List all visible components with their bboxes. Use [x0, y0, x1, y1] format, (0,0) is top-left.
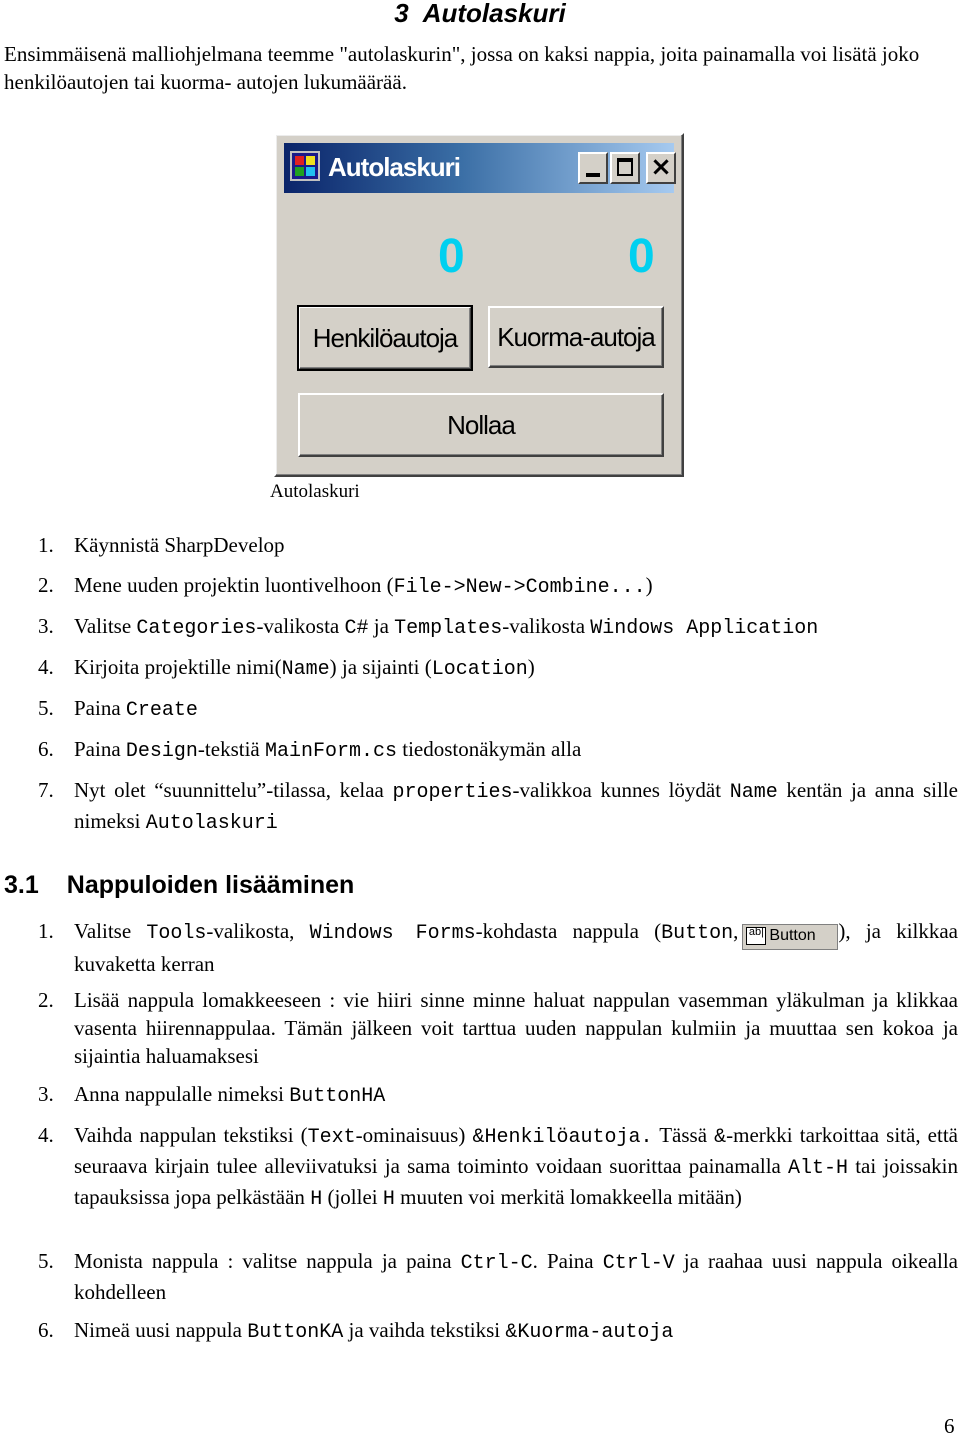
figure-caption: Autolaskuri [270, 481, 360, 502]
list-text: Paina Create [74, 696, 198, 722]
list-text: Käynnistä SharpDevelop [74, 533, 285, 557]
list-number: 5. [38, 1249, 54, 1273]
section-heading [0, 0, 960, 29]
subsection-title: Nappuloiden lisääminen [66, 871, 355, 899]
intro-paragraph: Ensimmäisenä malliohjelmana teemme "autolaskurin", jossa on kaksi nappia, joita painamalla voi lisätä joko henkilöautojen tai kuorma- autojen lukumäärää. [4, 42, 920, 94]
window-titlebar [284, 143, 674, 193]
list-text: Nyt olet “suunnittelu”-tilassa, kelaa properties-valikkoa kunnes löydät Name kentän ja anna sille nimeksi Autolaskuri [74, 778, 958, 835]
maximize-icon [617, 158, 633, 176]
minimize-icon [586, 173, 600, 177]
window-title: Autolaskuri [328, 152, 461, 182]
henkiloautoja-button[interactable]: Henkilöautoja [298, 306, 472, 370]
list-number: 4. [38, 1123, 54, 1147]
button-tool-label: Button [769, 927, 816, 944]
list-number: 4. [38, 655, 54, 679]
kuorma-autoja-button[interactable]: Kuorma-autoja [488, 306, 664, 368]
list-text: Valitse Tools-valikosta, Windows Forms-kohdasta nappula (Button, ab| Button ), ja kilkkaa kuvaketta kerran [74, 919, 959, 976]
page-number: 6 [944, 1414, 955, 1438]
minimize-button[interactable] [578, 152, 608, 184]
list-text: Nimeä uusi nappula ButtonKA ja vaihda tekstiksi &Kuorma-autoja [74, 1318, 674, 1344]
kuorma-autot-counter: 0 [628, 230, 655, 283]
autolaskuri-window-screenshot [274, 133, 684, 477]
list-text: Vaihda nappulan tekstiksi (Text-ominaisuus) &Henkilöautoja. Tässä &-merkki tarkoittaa sitä, että seuraava kirjain tulee alleviivatuksi ja sama toiminto voidaan suorittaa painamalla Alt-H tai joissakin tapauksissa jopa pelkästään H (jollei H muuten voi merkitä lomakkeella mitään) [74, 1123, 958, 1211]
close-button[interactable] [646, 152, 676, 184]
maximize-button[interactable] [610, 152, 640, 184]
close-icon: × [650, 152, 672, 182]
list-number: 3. [38, 1082, 54, 1106]
section-title: Autolaskuri [422, 0, 566, 28]
list-text: Anna nappulalle nimeksi ButtonHA [74, 1082, 386, 1108]
subsection-heading [4, 871, 354, 900]
ab-icon: ab| [746, 927, 766, 945]
list-text: Valitse Categories-valikosta C# ja Templates-valikosta Windows Application [74, 614, 819, 640]
henkiloautot-counter: 0 [438, 230, 465, 283]
list-number: 2. [38, 573, 54, 597]
list-number: 6. [38, 737, 54, 761]
list-number: 1. [38, 533, 54, 557]
list-text: Paina Design-tekstiä MainForm.cs tiedostonäkymän alla [74, 737, 582, 763]
list-text: Monista nappula : valitse nappula ja paina Ctrl-C. Paina Ctrl-V ja raahaa uusi nappula oikealla kohdelleen [74, 1249, 958, 1304]
list-text: Mene uuden projektin luontivelhoon (File->New->Combine...) [74, 573, 653, 599]
nollaa-button[interactable]: Nollaa [298, 393, 664, 457]
list-number: 1. [38, 919, 54, 943]
list-number: 3. [38, 614, 54, 638]
list-text: Lisää nappula lomakkeeseen : vie hiiri sinne minne haluat nappulan vasemman yläkulman ja klikkaa vasenta hiirennappulaa. Tämän jälkeen voit tarttua uuden nappulan kulmiin ja muuttaa sen kokoa ja sijaintia haluamaksesi [74, 988, 958, 1068]
list-number: 7. [38, 778, 54, 802]
list-number: 6. [38, 1318, 54, 1342]
button-tool-icon [742, 924, 838, 950]
list-number: 2. [38, 988, 54, 1012]
list-number: 5. [38, 696, 54, 720]
app-icon [290, 151, 320, 181]
list-text: Kirjoita projektille nimi(Name) ja sijainti (Location) [74, 655, 535, 681]
subsection-number: 3.1 [4, 871, 39, 899]
section-number: 3 [394, 0, 409, 28]
